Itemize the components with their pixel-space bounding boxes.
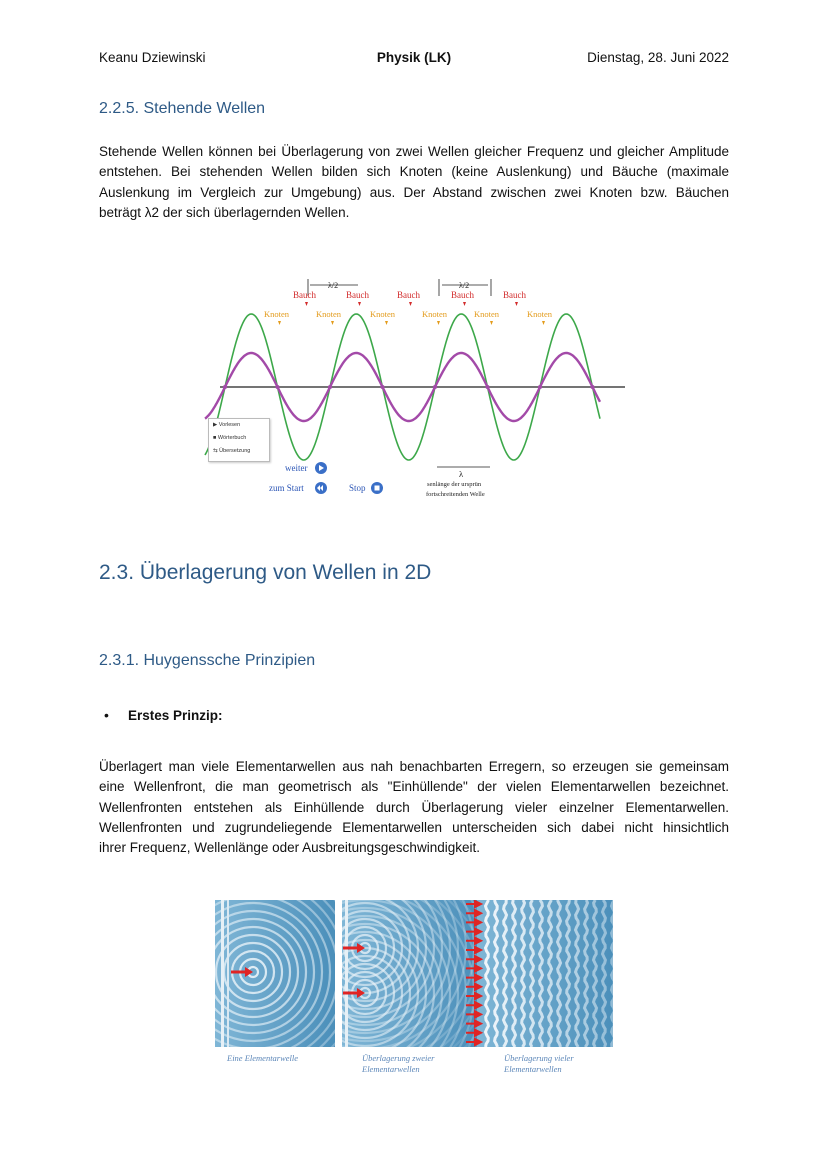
section-heading-ueberlagerung-2d: 2.3. Überlagerung von Wellen in 2D [99,561,432,584]
svg-text:zum Start: zum Start [269,483,304,493]
translate-icon: ⇆ [213,448,220,454]
menu-item-woerterbuch[interactable]: ■ Wörterbuch [213,435,247,441]
bullet-icon: • [104,707,109,723]
text-line: Wellenfronten und zugrundeliegende Elementarwellen unterscheiden sich dabei nicht hinsichtlich [99,819,729,835]
caption-line: Überlagerung zweier [362,1053,435,1063]
stop-button[interactable] [349,482,383,494]
paragraph-stehende-wellen [99,142,729,223]
node-point [591,385,595,389]
text-line: Wellenfronten entstehen als Einhüllende durch Überlagerung vieler einzelner Elementarwellen. [99,799,729,815]
knoten-label: Knoten [422,309,448,319]
node-point [538,385,542,389]
standing-wave-figure [200,270,630,510]
section-heading-stehende-wellen: 2.2.5. Stehende Wellen [99,100,266,117]
caption-line: Überlagerung vieler [504,1053,574,1063]
knoten-label: Knoten [527,309,553,319]
header-date: Dienstag, 28. Juni 2022 [587,50,729,65]
node-point [433,385,437,389]
caption-single: Eine Elementarwelle [227,1053,299,1063]
half-lambda-label: λ/2 [459,281,470,290]
text-line: Überlagert man viele Elementarwellen aus nah benachbarten Erregern, so erzeugen sie gemeinsam [99,759,729,774]
bauch-label: Bauch [451,290,474,300]
wavelength-caption: senlänge der ursprün [427,481,482,488]
bauch-label: Bauch [293,290,316,300]
bullet-erstes-prinzip: Erstes Prinzip: [128,708,223,723]
text-line: beträgt λ2 der sich überlagernden Wellen. [99,204,350,220]
caption-many [504,1053,574,1075]
caption-line: Elementarwellen [504,1064,562,1074]
bauch-label: Bauch [346,290,369,300]
node-point [328,385,332,389]
bauch-arrows [305,302,518,306]
text-line: eine Wellenfront, die man geometrisch als "Einhüllende" der vielen Elementarwellen bezeichnet. [99,779,729,795]
context-menu [208,418,270,462]
weiter-button[interactable] [285,462,327,474]
bauch-label: Bauch [503,290,526,300]
book-icon: ■ [213,435,218,441]
elementary-waves-figure [215,900,615,1050]
header-subject: Physik (LK) [376,50,452,65]
node-point [223,385,227,389]
paragraph-erstes-prinzip [99,757,729,858]
zum-start-button[interactable] [269,482,327,494]
knoten-label: Knoten [370,309,396,319]
menu-item-vorlesen[interactable]: ▶ Vorlesen [213,422,241,428]
knoten-label: Knoten [264,309,290,319]
text-line: Auslenkung im Vergleich zur Umgebung) aus. Der Abstand zwischen zwei Knoten bzw. Bäuchen [99,184,729,200]
caption-two [362,1053,434,1075]
svg-text:Stop: Stop [349,483,366,493]
bauch-label: Bauch [397,290,420,300]
knoten-label: Knoten [316,309,342,319]
svg-text:weiter: weiter [285,463,308,473]
header-author: Keanu Dziewinski [99,50,206,65]
node-point [276,385,280,389]
half-lambda-label: λ/2 [328,281,339,290]
menu-item-uebersetzung[interactable]: ⇆ Übersetzung [213,448,251,454]
play-icon: ▶ [213,422,219,428]
section-heading-huygens: 2.3.1. Huygenssche Prinzipien [99,652,316,669]
text-line: entstehen. Bei stehenden Wellen bilden sich Knoten (keine Auslenkung) und Bäuche (maximale [99,164,729,180]
node-point [381,385,385,389]
lambda-label: λ [459,469,464,479]
wavelength-caption: fortschreitenden Welle [426,491,485,498]
text-line: ihrer Frequenz, Wellenlänge oder Ausbreitungsgeschwindigkeit. [99,840,480,856]
caption-line: Elementarwellen [362,1064,420,1074]
knoten-arrows [278,321,545,325]
node-point [486,385,490,389]
tank-image-many [466,900,615,1047]
text-line: Stehende Wellen können bei Überlagerung von zwei Wellen gleicher Frequenz und gleicher Amplitude [99,144,729,159]
knoten-label: Knoten [474,309,500,319]
